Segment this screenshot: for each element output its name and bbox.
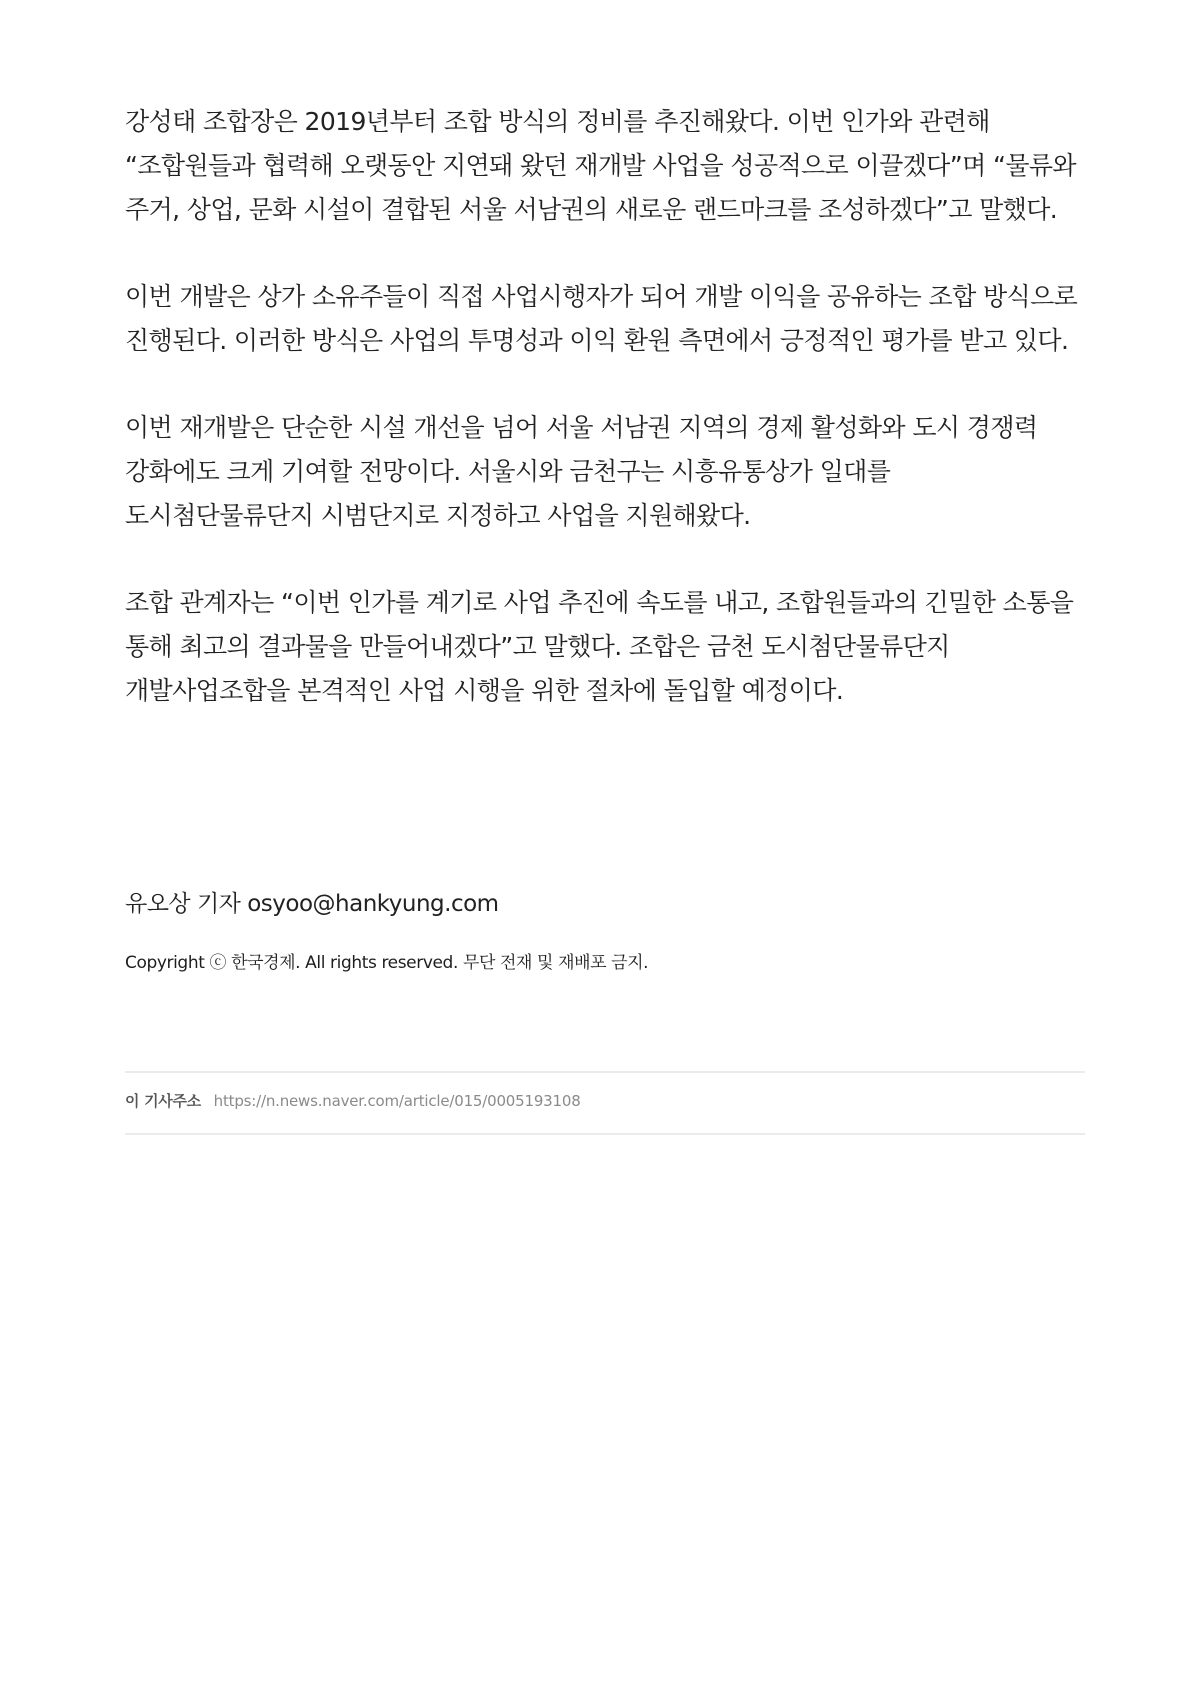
article-url-link[interactable]: https://n.news.naver.com/article/015/0005193108 bbox=[213, 1092, 581, 1110]
article-url-label: 이 기사주소 bbox=[125, 1092, 201, 1110]
article-url-row bbox=[125, 1089, 581, 1113]
divider bbox=[125, 1071, 1085, 1073]
article-paragraph: 강성태 조합장은 2019년부터 조합 방식의 정비를 추진해왔다. 이번 인가와 관련해 “조합원들과 협력해 오랫동안 지연돼 왔던 재개발 사업을 성공적으로 이끌겠다”며 “물류와 주거, 상업, 문화 시설이 결합된 서울 서남권의 새로운 랜드마크를 조성하겠다”고 말했다. bbox=[125, 107, 1076, 224]
article-body bbox=[125, 100, 1085, 756]
article-paragraph: 조합 관계자는 “이번 인가를 계기로 사업 추진에 속도를 내고, 조합원들과의 긴밀한 소통을 통해 최고의 결과물을 만들어내겠다”고 말했다. 조합은 금천 도시첨단물류단지 개발사업조합을 본격적인 사업 시행을 위한 절차에 돌입할 예정이다. bbox=[125, 588, 1074, 705]
article-paragraph: 이번 개발은 상가 소유주들이 직접 사업시행자가 되어 개발 이익을 공유하는 조합 방식으로 진행된다. 이러한 방식은 사업의 투명성과 이익 환원 측면에서 긍정적인 평가를 받고 있다. bbox=[125, 282, 1078, 355]
copyright-notice: Copyright ⓒ 한국경제. All rights reserved. 무단 전재 및 재배포 금지. bbox=[125, 953, 649, 973]
article-paragraph: 이번 재개발은 단순한 시설 개선을 넘어 서울 서남권 지역의 경제 활성화와 도시 경쟁력 강화에도 크게 기여할 전망이다. 서울시와 금천구는 시흥유통상가 일대를 도시첨단물류단지 시범단지로 지정하고 사업을 지원해왔다. bbox=[125, 413, 1038, 530]
divider bbox=[125, 1133, 1085, 1135]
reporter-byline: 유오상 기자 osyoo@hankyung.com bbox=[125, 891, 499, 917]
